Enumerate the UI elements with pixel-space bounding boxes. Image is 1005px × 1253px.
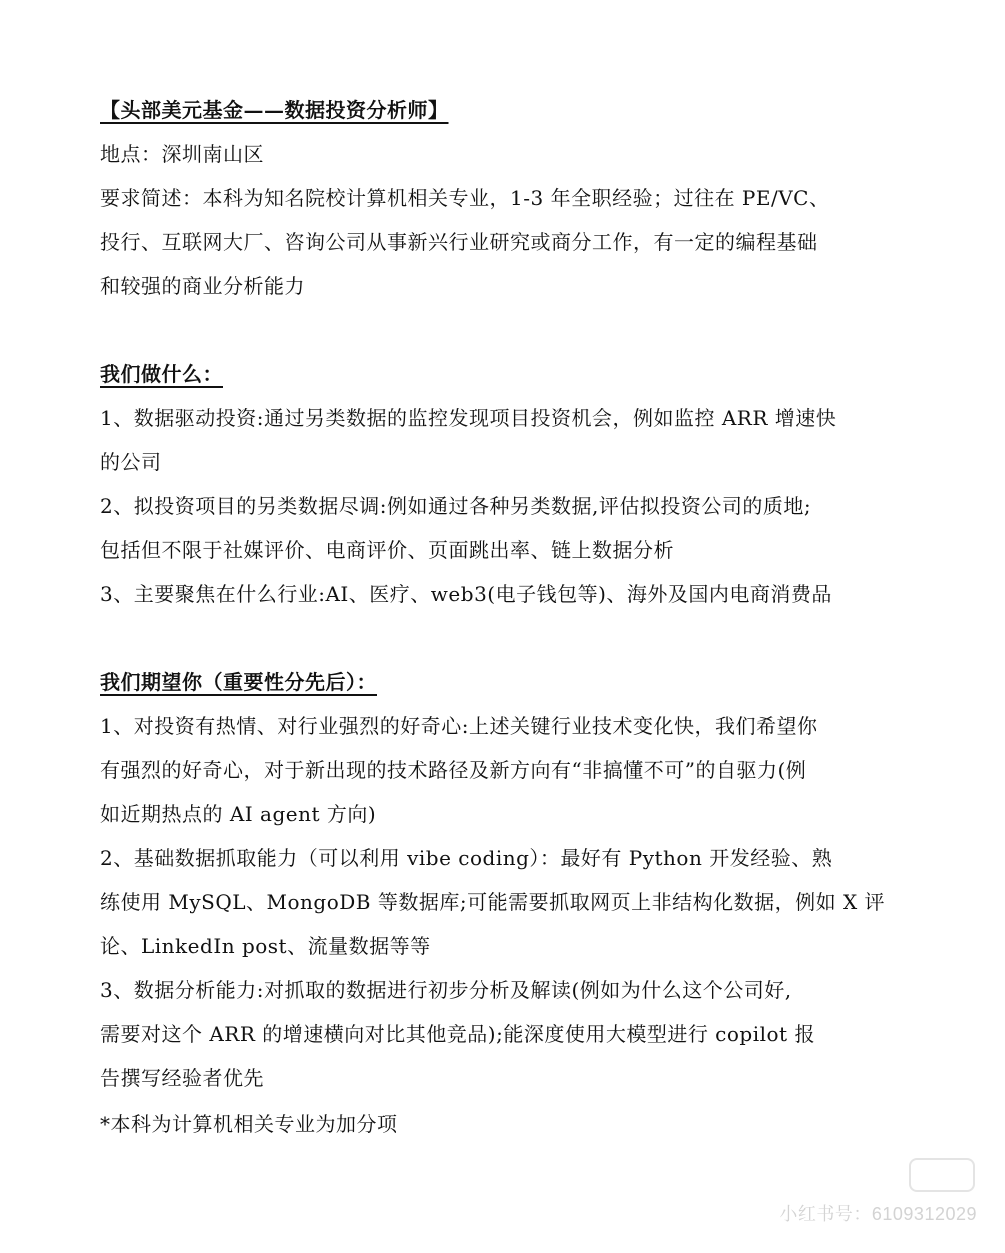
requirements-line: 和较强的商业分析能力 — [100, 274, 305, 298]
expectation-line: 告撰写经验者优先 — [100, 1066, 264, 1090]
expectation-line: 如近期热点的 AI agent 方向) — [100, 802, 377, 826]
requirements-line: 投行、互联网大厂、咨询公司从事新兴行业研究或商分工作，有一定的编程基础 — [100, 230, 818, 254]
expectation-line: 练使用 MySQL、MongoDB 等数据库;可能需要抓取网页上非结构化数据，例如 X 评 — [100, 890, 886, 914]
expectation-line: 有强烈的好奇心，对于新出现的技术路径及新方向有“非搞懂不可”的自驱力(例 — [100, 758, 807, 782]
job-title: 【头部美元基金——数据投资分析师】 — [100, 98, 449, 122]
what-we-do-line: 包括但不限于社媒评价、电商评价、页面跳出率、链上数据分析 — [100, 538, 674, 562]
bonus-note: *本科为计算机相关专业为加分项 — [100, 1112, 398, 1136]
what-we-do-line: 2、拟投资项目的另类数据尽调:例如通过各种另类数据,评估拟投资公司的质地; — [100, 494, 812, 518]
what-we-do-line: 1、数据驱动投资:通过另类数据的监控发现项目投资机会，例如监控 ARR 增速快 — [100, 406, 837, 430]
document-body — [100, 88, 900, 1100]
section-heading-expectations: 我们期望你（重要性分先后）： — [100, 670, 377, 694]
what-we-do-line: 的公司 — [100, 450, 162, 474]
expectation-line: 2、基础数据抓取能力（可以利用 vibe coding）：最好有 Python 开发经验、熟 — [100, 846, 833, 870]
what-we-do-line: 3、主要聚焦在什么行业:AI、医疗、web3(电子钱包等)、海外及国内电商消费品 — [100, 582, 832, 606]
expectation-line: 1、对投资有热情、对行业强烈的好奇心:上述关键行业技术变化快，我们希望你 — [100, 714, 818, 738]
requirements-line: 要求简述：本科为知名院校计算机相关专业，1-3 年全职经验；过往在 PE/VC、 — [100, 186, 830, 210]
watermark: 小红书号：6109312029 — [779, 1204, 977, 1224]
expectation-line: 需要对这个 ARR 的增速横向对比其他竞品);能深度使用大模型进行 copilot 报 — [100, 1022, 815, 1046]
location-line: 地点：深圳南山区 — [100, 142, 264, 166]
section-heading-what-we-do: 我们做什么： — [100, 362, 223, 386]
expectation-line: 3、数据分析能力:对抓取的数据进行初步分析及解读(例如为什么这个公司好, — [100, 978, 792, 1002]
spacer — [100, 308, 900, 352]
expectation-line: 论、LinkedIn post、流量数据等等 — [100, 934, 431, 958]
xiaohongshu-logo-icon — [909, 1158, 975, 1192]
spacer — [100, 616, 900, 660]
